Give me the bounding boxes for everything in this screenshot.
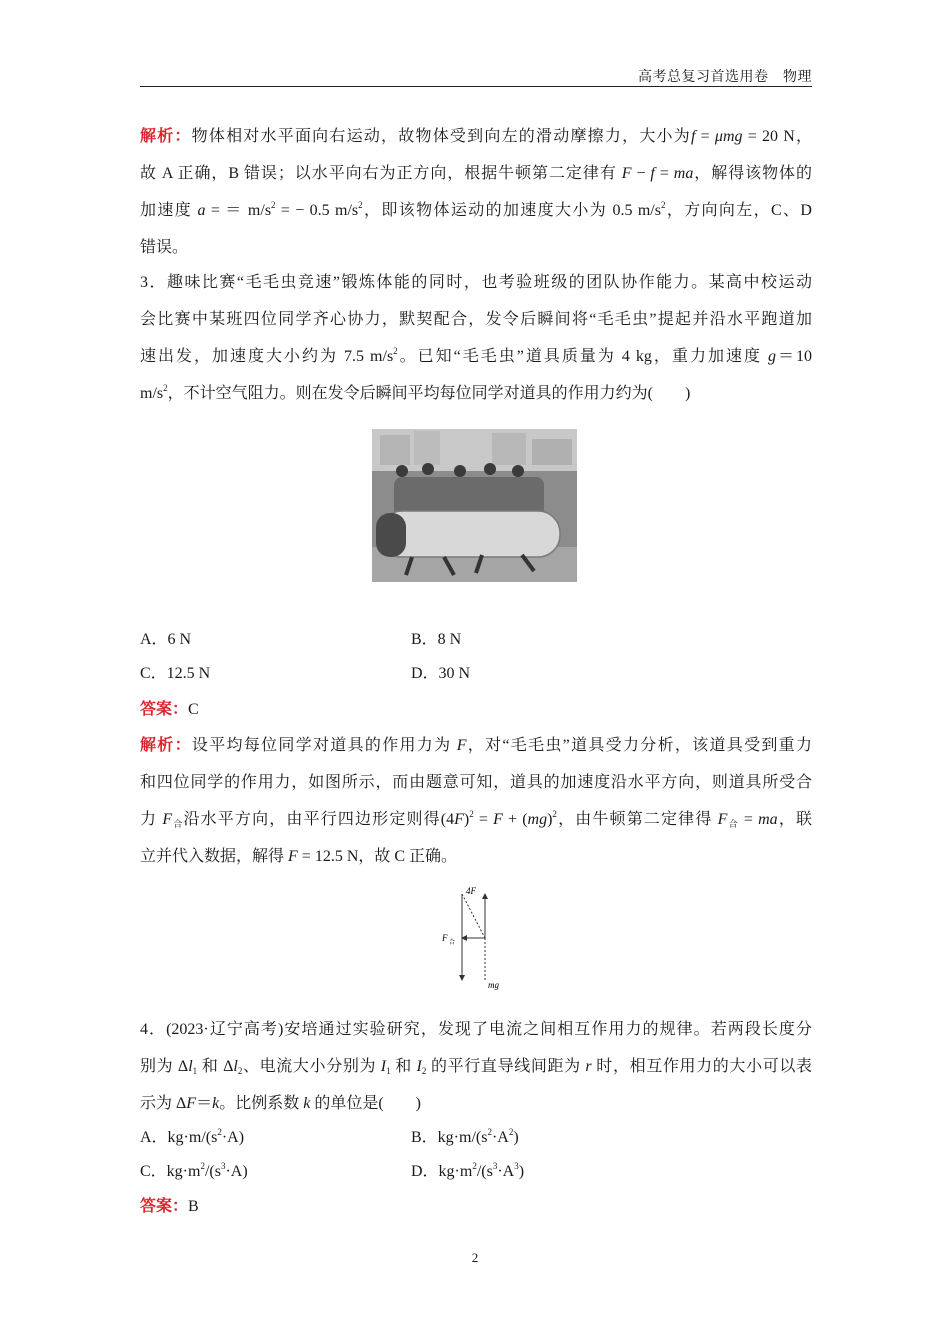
q4-line-2: 别为 $\Delta l_1$ 和 $\Delta l_2$、电流大小分别为 $I_1$ 和 $I_2$ 的平行直导线间距为 r 时，相互作用力的大小可以表 bbox=[140, 1058, 812, 1076]
page-number: 2 bbox=[471, 1250, 479, 1265]
page-header bbox=[140, 66, 812, 87]
q3-analysis-line-2: 和四位同学的作用力，如图所示，而由题意可知，道具的加速度沿水平方向，则道具所受合 bbox=[140, 774, 812, 791]
q3-stem bbox=[140, 264, 812, 412]
q4-answer: 答案：B bbox=[140, 1198, 199, 1215]
label-F-sub: 合 bbox=[449, 939, 456, 946]
q3-line-1: 3．趣味比赛“毛毛虫竞速”锻炼体能的同时，也考验班级的团队协作能力。某高中校运动 bbox=[140, 274, 812, 291]
q4-option-d: D．$kg\cdot m^2/(s^3\cdot A^3)$ bbox=[411, 1161, 525, 1180]
q3-line-4: $m/s^2$，不计空气阻力。则在发令后瞬间平均每位同学对道具的作用力约为( ) bbox=[140, 383, 691, 402]
q3-option-d: D．30 N bbox=[411, 665, 471, 682]
q3-line-3: 速出发，加速度大小约为 7.5 $m/s^2$。已知“毛毛虫”道具质量为 4 kg，重力加速度 g＝10 bbox=[140, 346, 812, 365]
q4-line-3: 示为 ΔF＝k。比例系数 k 的单位是( ) bbox=[140, 1095, 421, 1112]
q4-option-c: C．$kg\cdot m^2/(s^3\cdot A)$ bbox=[140, 1161, 248, 1180]
q2-analysis-line-3: 加速度 a = ＝ $m/s^2$ = − 0.5 $m/s^2$，即该物体运动的加速度大小为 0.5 $m/s^2$，方向向左，C、D bbox=[140, 200, 812, 219]
caterpillar-race-photo bbox=[372, 429, 577, 582]
q3-analysis-line-4: 立并代入数据，解得 F = 12.5 N，故 C 正确。 bbox=[140, 848, 458, 865]
analysis-label: 解析： bbox=[140, 128, 192, 145]
q3-analysis-line-1: 解析：设平均每位同学对道具的作用力为 F，对“毛毛虫”道具受力分析，该道具受到重力 bbox=[140, 737, 812, 754]
q3-option-a: A．6 N bbox=[140, 631, 192, 648]
force-diagram bbox=[440, 884, 520, 994]
q2-analysis-line-2: 故 A 正确，B 错误；以水平向右为正方向，根据牛顿第二定律有 F − f = ma，解得该物体的 bbox=[140, 165, 812, 182]
header-title: 高考总复习首选用卷 物理 bbox=[638, 70, 812, 85]
q3-answer: 答案：C bbox=[140, 701, 199, 718]
q2-analysis bbox=[140, 118, 812, 266]
q3-line-2: 会比赛中某班四位同学齐心协力，默契配合，发令后瞬间将“毛毛虫”提起并沿水平跑道加 bbox=[140, 311, 812, 328]
q4-stem bbox=[140, 1011, 812, 1122]
label-4F: 4F bbox=[466, 886, 476, 896]
q3-option-b: B．8 N bbox=[411, 631, 462, 648]
q3-option-c: C．12.5 N bbox=[140, 665, 211, 682]
q4-option-b: B．$kg\cdot m/(s^2\cdot A^2)$ bbox=[411, 1127, 519, 1146]
q2-analysis-line-1: 解析：物体相对水平面向右运动，故物体受到向左的滑动摩擦力，大小为f = μmg = 20 N， bbox=[140, 128, 812, 145]
q3-analysis bbox=[140, 727, 812, 875]
label-F: F bbox=[442, 933, 448, 943]
q4-line-1: 4．(2023·辽宁高考)安培通过实验研究，发现了电流之间相互作用力的规律。若两段长度分 bbox=[140, 1021, 812, 1038]
q4-option-a: A．$kg\cdot m/(s^2\cdot A)$ bbox=[140, 1127, 245, 1146]
q2-analysis-line-4: 错误。 bbox=[140, 239, 189, 256]
q3-analysis-line-3: 力 $F_合$沿水平方向，由平行四边形定则得$(4F)^2 = F + (mg)^2$，由牛顿第二定律得 $F_合$ = ma，联 bbox=[140, 809, 812, 829]
label-mg: mg bbox=[488, 980, 499, 990]
